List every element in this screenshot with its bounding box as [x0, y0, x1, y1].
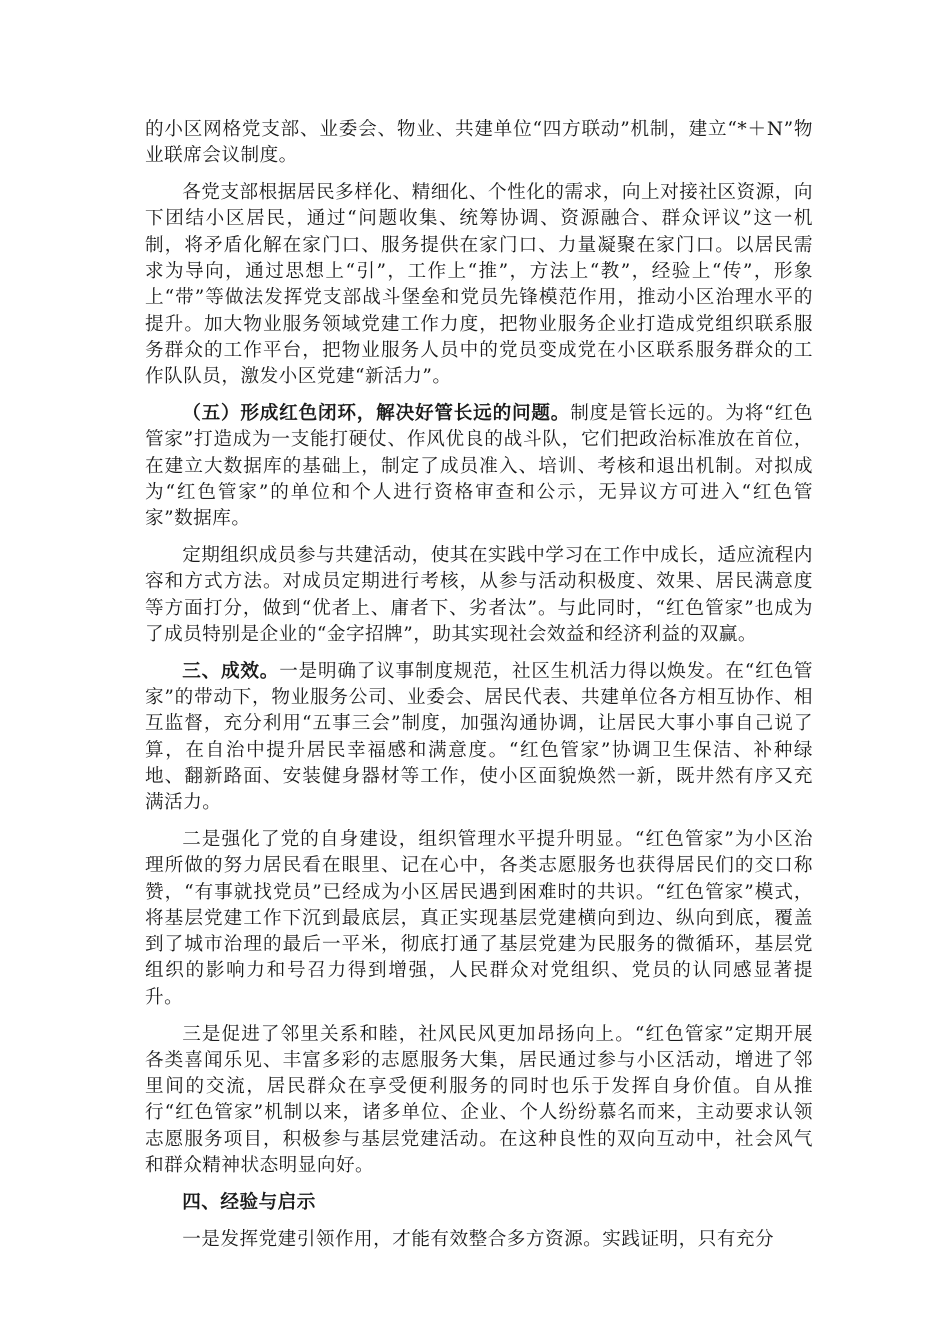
- paragraph-results: [145, 659, 813, 817]
- paragraph-neighbor-relations: 三是促进了邻里关系和睦，社风民风更加昂扬向上。“红色管家”定期开展各类喜闻乐见、丰富多彩的志愿服务大集，居民通过参与小区活动，增进了邻里间的交流，居民群众在享受便利服务的同时也乐于发挥自身价值。自从推行“红色管家”机制以来，诸多单位、企业、个人纷纷慕名而来，主动要求认领志愿服务项目，积极参与基层党建活动。在这种良性的双向互动中，社会风气和群众精神状态明显向好。: [145, 1023, 813, 1176]
- paragraph-party-building: 二是强化了党的自身建设，组织管理水平提升明显。“红色管家”为小区治理所做的努力居民看在眼里、记在心中，各类志愿服务也获得居民们的交口称赞，“有事就找党员”已经成为小区居民遇到困难时的共识。“红色管家”模式，将基层党建工作下沉到最底层，真正实现基层党建横向到边、纵向到底，覆盖到了城市治理的最后一平米，彻底打通了基层党建为民服务的微循环，基层党组织的影响力和号召力得到增强，人民群众对党组织、党员的认同感显著提升。: [145, 828, 813, 1008]
- paragraph-red-loop-text: 制度是管长远的。为将“红色管家”打造成为一支能打硬仗、作风优良的战斗队，它们把政治标准放在首位，在建立大数据库的基础上，制定了成员准入、培训、考核和退出机制。对拟成为“红色管家”的单位和个人进行资格审查和公示，无异议方可进入“红色管家”数据库。: [145, 402, 813, 530]
- paragraph-results-text: 一是明确了议事制度规范，社区生机活力得以焕发。在“红色管家”的带动下，物业服务公司、业委会、居民代表、共建单位各方相互协作、相互监督，充分利用“五事三会”制度，加强沟通协调，让居民大事小事自己说了算，在自治中提升居民幸福感和满意度。“红色管家”协调卫生保洁、补种绿地、翻新路面、安装健身器材等工作，使小区面貌焕然一新，既井然有序又充满活力。: [145, 660, 813, 814]
- document-page: [145, 117, 813, 1263]
- paragraph-branch-demands: 各党支部根据居民多样化、精细化、个性化的需求，向上对接社区资源，向下团结小区居民，通过“问题收集、统筹协调、资源融合、群众评议”这一机制，将矛盾化解在家门口、服务提供在家门口、力量凝聚在家门口。以居民需求为导向，通过思想上“引”，工作上“推”，方法上“教”，经验上“传”，形象上“带”等做法发挥党支部战斗堡垒和党员先锋模范作用，推动小区治理水平的提升。加大物业服务领域党建工作力度，把物业服务企业打造成党组织联系服务群众的工作平台，把物业服务人员中的党员变成党在小区联系服务群众的工作队队员，激发小区党建“新活力”。: [145, 182, 813, 388]
- section-heading-results: 三、成效。: [182, 660, 280, 682]
- paragraph-red-loop: [145, 401, 813, 532]
- section-heading-five: （五）形成红色闭环，解决好管长远的问题。: [182, 402, 571, 424]
- paragraph-continuation: 的小区网格党支部、业委会、物业、共建单位“四方联动”机制，建立“*＋N”物业联席会议制度。: [145, 119, 813, 167]
- paragraph-member-activities: 定期组织成员参与共建活动，使其在实践中学习在工作中成长，适应流程内容和方式方法。对成员定期进行考核，从参与活动积极度、效果、居民满意度等方面打分，做到“优者上、庸者下、劣者汰”。与此同时，“红色管家”也成为了成员特别是企业的“金字招牌”，助其实现社会效益和经济利益的双赢。: [145, 544, 813, 645]
- paragraph-experience-one: 一是发挥党建引领作用，才能有效整合多方资源。实践证明，只有充分: [182, 1228, 775, 1250]
- section-heading-experience: 四、经验与启示: [182, 1191, 316, 1213]
